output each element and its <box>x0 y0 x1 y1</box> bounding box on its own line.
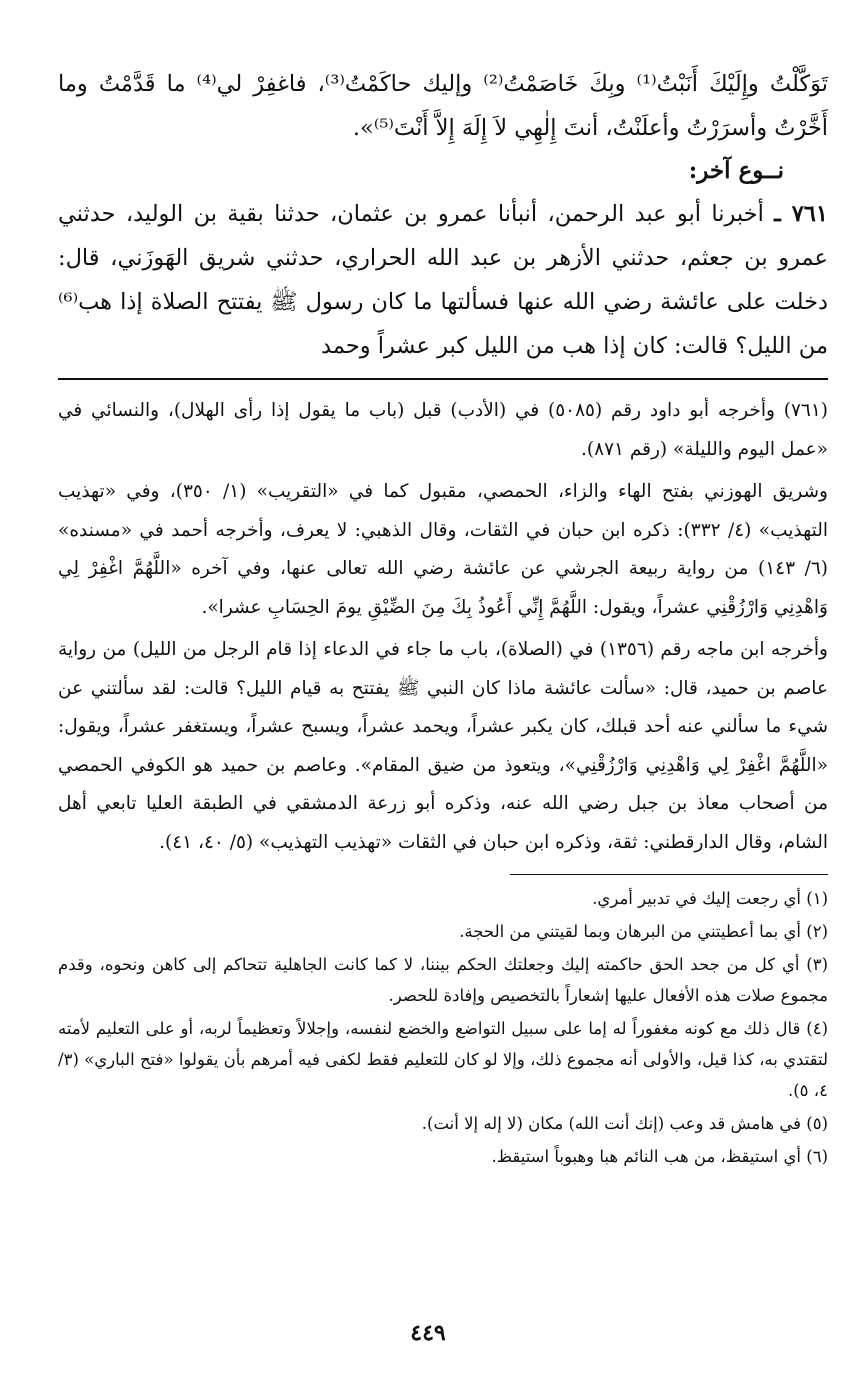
hadith-number: ٧٦١ ـ <box>774 201 828 227</box>
footnote-item: (٤) قال ذلك مع كونه مغفوراً له إما على سبيل التواضع والخضع لنفسه، وإجلالاً وتعظيماً لربه، أو على التعليم لأمته لتقتدي به، كذا قيل، والأولى أنه مجموع ذلك، وإلا لو كان للتعليم فقط لكفى فيه أمرهم بأن يقولوا «فتح الباري» (٣/ ٤، ٥). <box>58 1019 828 1100</box>
commentary-paragraph: وأخرجه ابن ماجه رقم (١٣٥٦) في (الصلاة)، باب ما جاء في الدعاء إذا قام الرجل من الليل) من رواية عاصم بن حميد، قال: «سألت عائشة ماذا كان النبي ﷺ يفتتح به قيام الليل؟ قالت: لقد سألتني عن شيء ما سألني عنه أحد قبلك، كان يكبر عشراً، ويحمد عشراً، ويسبح عشراً، ويستغفر عشراً، ويقول: «اللَّهُمَّ اغْفِرْ لِي وَاهْدِنِي وَارْزُقْنِي»، ويتعوذ من ضيق المقام». وعاصم بن حميد هو الكوفي الحمصي من أصحاب معاذ بن جبل رضي الله عنه، وذكره أبو زرعة الدمشقي في الطبقة العليا تابعي أهل الشام، وقال الدارقطني: ثقة، وذكره ابن حبان في الثقات «تهذيب التهذيب» (٥/ ٤٠، ٤١). <box>58 639 828 853</box>
footnotes-block <box>58 883 828 1172</box>
main-divider <box>58 378 828 380</box>
footnote-item: (١) أي رجعت إليك في تدبير أمري. <box>592 889 828 908</box>
page-number: ٤٤٩ <box>410 1320 446 1346</box>
main-paragraph-2 <box>58 192 828 368</box>
footnote-item: (٥) في هامش قد وعب (إنك أنت الله) مكان (لا إله إلا أنت). <box>421 1114 828 1133</box>
footnote-item: (٦) أي استيقظ، من هب النائم هبا وهبوباً استيقظ. <box>491 1147 828 1166</box>
section-heading: نــوع آخر: <box>688 157 784 184</box>
hadith-text: أخبرنا أبو عبد الرحمن، أنبأنا عمرو بن عثمان، حدثنا بقية بن الوليد، حدثني عمرو بن جعثم، حدثني الأزهر بن عبد الله الحراري، حدثني شريق الهَوزَني، قال: دخلت على عائشة رضي الله عنها فسألتها ما كان رسول ﷺ يفتتح الصلاة إذا هب⁽⁶⁾ من الليل؟ قالت: كان إذا هب من الليل كبر عشراً وحمد <box>58 201 828 359</box>
footnote-divider <box>510 874 828 875</box>
commentary-block <box>58 392 828 862</box>
main-paragraph-1: تَوَكَّلْتُ وإِلَيْكَ أَنَبْتُ⁽¹⁾ وبِكَ خَاصَمْتُ⁽²⁾ وإليك حاكَمْتُ⁽³⁾، فاغفِرْ لي⁽⁴⁾ ما قَدَّمْتُ وما أَخَّرْتُ وأسرَرْتُ وأعلَنْتُ، أنتَ إِلٰهِي لاَ إِلَهَ إِلاَّ أَنْتَ⁽⁵⁾». <box>58 71 828 141</box>
commentary-paragraph: (٧٦١) وأخرجه أبو داود رقم (٥٠٨٥) في (الأدب) قبل (باب ما يقول إذا رأى الهلال)، والنسائي في «عمل اليوم والليلة» (رقم ٨٧١). <box>58 400 828 460</box>
footnote-item: (٣) أي كل من جحد الحق حاكمته إليك وجعلتك الحكم بيننا، لا كما كانت الجاهلية تتحاكم إلى كاهن ونحوه، وقدم مجموع صلات هذه الأفعال عليها إشعاراً بالتخصيص وإفادة للحصر. <box>58 955 828 1005</box>
main-text <box>58 62 828 368</box>
commentary-paragraph: وشريق الهوزني بفتح الهاء والزاء، الحمصي، مقبول كما في «التقريب» (١/ ٣٥٠)، وفي «تهذيب التهذيب» (٤/ ٣٣٢): ذكره ابن حبان في الثقات، وقال الذهبي: لا يعرف، وأخرجه أحمد في «مسنده» (٦/ ١٤٣) من رواية ربيعة الجرشي عن عائشة رضي الله تعالى عنها، وفي آخره «اللَّهُمَّ اغْفِرْ لِي وَاهْدِنِي وَارْزُقْنِي عشراً، ويقول: اللَّهُمَّ إِنِّي أَعُوذُ بِكَ مِنَ الضِّيْقِ يومَ الحِسَابِ عشرا». <box>58 481 828 618</box>
book-page <box>58 62 828 1174</box>
footnote-item: (٢) أي بما أعطيتني من البرهان وبما لقيتني من الحجة. <box>459 922 828 941</box>
